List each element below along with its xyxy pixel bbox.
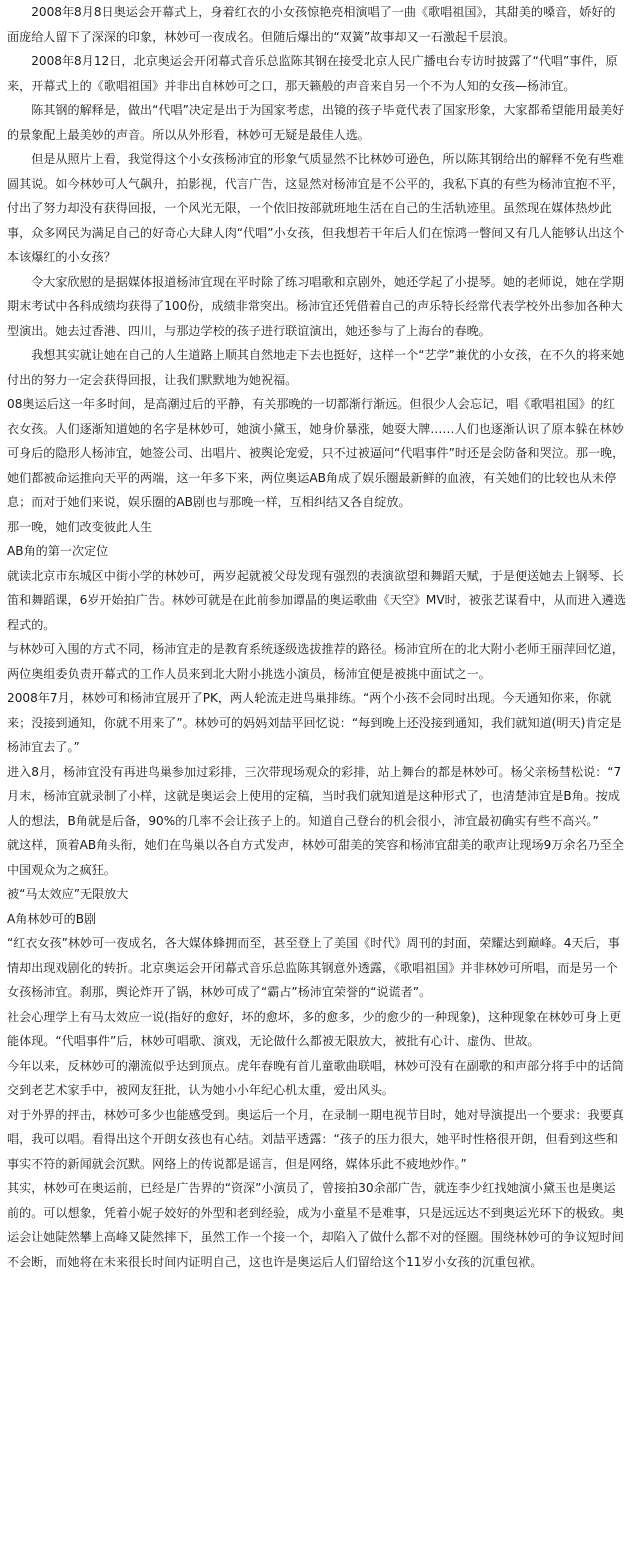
paragraph-yang-peiyi-selection: 与林妙可入围的方式不同，杨沛宜走的是教育系统逐级选拔推荐的路径。杨沛宜所在的北大附小老师王丽萍回忆道，两位奥组委负责开幕式的工作人员来到北大附小挑选小演员，杨沛宜便是被挑中面试之一。 (7, 642, 624, 681)
paragraph-yang-peiyi-now: 令大家欣慰的是据媒体报道杨沛宜现在平时除了练习唱歌和京剧外，她还学起了小提琴。她的老师说，她在学期期末考试中各科成绩均获得了100份，成绩非常突出。杨沛宜还凭借着自己的声乐特长经常代表学校外出参加各种大型演出。她去过香港、四川，与那边学校的孩子进行联谊演出，她还参与了上海台的春晚。 (7, 274, 624, 338)
section-subheading-ab-roles: AB角的第一次定位 (7, 544, 109, 558)
paragraph-opening-ceremony: 2008年8月8日奥运会开幕式上，身着红衣的小女孩惊艳亮相演唱了一曲《歌唱祖国》，其甜美的嗓音，娇好的面庞给人留下了深深的印象，林妙可一夜成名。但随后爆出的“双簧”故事却又一石激起千层浪。 (7, 5, 616, 44)
paragraph-lin-miaoke-background: 就读北京市东城区中街小学的林妙可，两岁起就被父母发现有强烈的表演欲望和舞蹈天赋，于是便送她去上钢琴、长笛和舞蹈课，6岁开始拍广告。林妙可就是在此前参加谭晶的奥运歌曲《天空》MV时，被张艺谋看中，从而进入遴选程式的。 (7, 568, 626, 632)
paragraph-red-dress-girl: “红衣女孩”林妙可一夜成名，各大媒体蜂拥而至，甚至登上了美国《时代》周刊的封面，荣耀达到巅峰。4天后，事情却出现戏剧化的转折。北京奥运会开闭幕式音乐总监陈其钢意外透露，《歌唱祖国》并非林妙可所唱，而是另一个女孩杨沛宜。刹那，舆论炸开了锅，林妙可成了“霸占”杨沛宜荣誉的“说谎者”。 (7, 936, 620, 999)
section-heading-that-night: 那一晚，她们改变彼此人生 (7, 519, 153, 534)
paragraph-august-rehearsal: 进入8月，杨沛宜没有再进鸟巢参加过彩排，三次带现场观众的彩排，站上舞台的都是林妙可。杨父亲杨彗松说：“7月末，杨沛宜就录制了小样，这就是奥运会上使用的定稿，当时我们就知道是这种形式了，也清楚沛宜是B角。按成人的想法，B角就是后备，90%的几率不会让孩子上的。知道自己登台的机会很小，沛宜最初确实有些不高兴。” (7, 764, 622, 828)
paragraph-lip-sync-revealed: 2008年8月12日，北京奥运会开闭幕式音乐总监陈其钢在接受北京人民广播电台专访时披露了“代唱”事件，原来，开幕式上的《歌唱祖国》并非出自林妙可之口，那天籁般的声音来自另一个不为人知的女孩—杨沛宜。 (7, 54, 618, 93)
paragraph-this-year: 今年以来，反林妙可的潮流似乎达到顶点。虎年春晚有首儿童歌曲联唱，林妙可没有在副歌的和声部分将手中的话筒交到老艺术家手中，被网友狂批，认为她小小年纪心机太重，爱出风头。 (7, 1058, 624, 1097)
paragraph-bird-nest: 就这样，顶着AB角头衔，她们在鸟巢以各自方式发声，林妙可甜美的笑容和杨沛宜甜美的歌声让现场9万余名乃至全中国观众为之疯狂。 (7, 838, 624, 877)
paragraph-author-opinion: 但是从照片上看，我觉得这个小女孩杨沛宜的形象气质显然不比林妙可逊色，所以陈其钢给出的解释不免有些难圆其说。如今林妙可人气飙升，拍影视，代言广告，这显然对杨沛宜是不公平的，我私下真的有些为杨沛宜抱不平，付出了努力却没有获得回报，一个风光无限，一个依旧按部就班地生活在自己的生活轨迹里。虽然现在媒体热炒此事，众多网民为满足自己的好奇心大肆人肉“代唱”小女孩，但我想若干年后人们在惊鸿一瞥间又有几人能够认出这个本该爆红的小女孩？ (7, 152, 625, 264)
paragraph-conclusion: 其实，林妙可在奥运前，已经是广告界的“资深”小演员了，曾接拍30余部广告，就连李少红找她演小黛玉也是奥运前的。可以想象，凭着小妮子姣好的外型和老到经验，成为小童星不是难事，只是远远达不到奥运光环下的极致。奥运会让她陡然攀上高峰又陡然摔下，虽然工作一个接一个，却陷入了做什么都不对的怪圈。围绕林妙可的争议短时间不会断，而她将在未来很长时间内证明自己，这也许是奥运后人们留给这个11岁小女孩的沉重包袱。 (7, 1181, 624, 1269)
paragraph-criticism: 对于外界的抨击，林妙可多少也能感受到。奥运后一个月，在录制一期电视节目时，她对导演提出一个要求：我要真唱，我可以唱。看得出这个开朗女孩也有心结。刘喆平透露：“孩子的压力很大，她平时性格很开朗，但看到这些和事实不符的新闻就会沉默。网络上的传说都是谣言，但是网络，媒体乐此不疲地炒作。” (7, 1107, 624, 1171)
section-heading-matthew-effect: 被“马太效应”无限放大 (7, 887, 129, 901)
paragraph-july-pk: 2008年7月，林妙可和杨沛宜展开了PK，两人轮流走进鸟巢排练。“两个小孩不会同时出现。今天通知你来，你就来；没接到通知，你就不用来了”。林妙可的妈妈刘喆平回忆说：“每到晚上还没接到通知，我们就知道(明天)肯定是杨沛宜去了。” (7, 691, 622, 754)
paragraph-year-after: 08奥运后这一年多时间，是高潮过后的平静，有关那晚的一切都渐行渐远。但很少人会忘记，唱《歌唱祖国》的红衣女孩。人们逐渐知道她的名字是林妙可，她演小黛玉，她身价暴涨，她耍大牌……人们也逐渐认识了原本躲在林妙可身后的隐形人杨沛宜，她签公司、出唱片、被舆论宠爱，只不过被逼问“代唱事件”时还是会防备和哭泣。那一晚，她们都被命运推向天平的两端，这一年多下来，两位奥运AB角成了娱乐圈最新鲜的血液，有关她们的比较也从未停息；而对于她们来说，娱乐圈的AB剧也与那晚一样，互相纠结又各自绽放。 (7, 397, 625, 509)
section-subheading-a-role: A角林妙可的B剧 (7, 911, 97, 926)
paragraph-blessing: 我想其实就让她在自己的人生道路上顺其自然地走下去也挺好，这样一个“艺学”兼优的小女孩，在不久的将来她付出的努力一定会获得回报，让我们默默地为她祝福。 (7, 348, 625, 387)
paragraph-social-psychology: 社会心理学上有马太效应一说(指好的愈好，坏的愈坏，多的愈多，少的愈少的一种现象)，这种现象在林妙可身上更能体现。“代唱事件”后，林妙可唱歌、演戏，无论做什么都被无限放大，被批有心计、虚伪、世故。 (7, 1009, 622, 1048)
paragraph-chen-qigang-explanation: 陈其钢的解释是，做出“代唱”决定是出于为国家考虑，出镜的孩子毕竟代表了国家形象，大家都希望能用最美好的景象配上最美妙的声音。所以从外形看，林妙可无疑是最佳人选。 (7, 103, 625, 142)
